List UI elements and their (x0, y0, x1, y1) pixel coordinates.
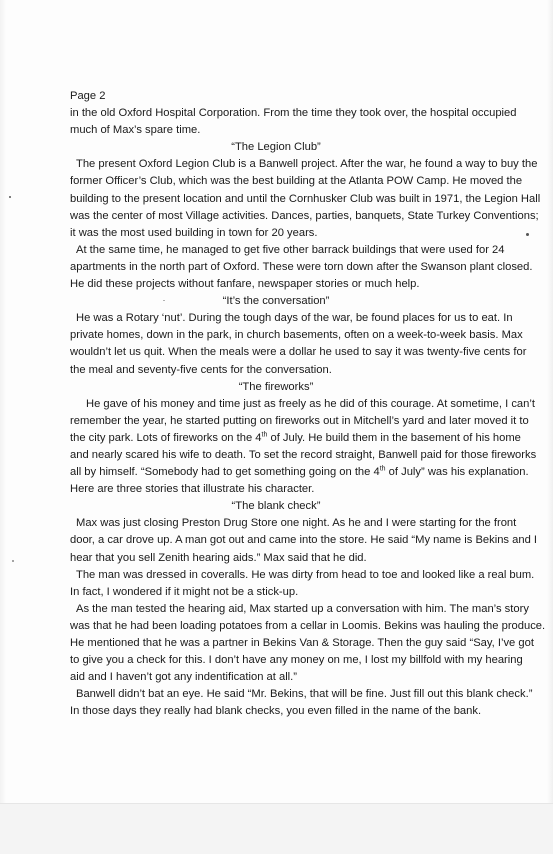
text-line (70, 464, 552, 481)
text-segment: the city park. Lots of fireworks on the 4 (70, 431, 262, 444)
text-line: was the center of most Village activities. Dances, parties, banquets, State Turkey Conventions; (70, 209, 539, 222)
text-line: to give you a check for this. I don’t have any money on me, I lost my billfold with my hearing (70, 654, 523, 667)
ordinal-superscript: th (379, 465, 386, 473)
section-heading: “The blank check” (231, 500, 321, 513)
section-heading: “It’s the conversation” (222, 295, 330, 308)
text-line: Here are three stories that illustrate his character. (70, 483, 315, 496)
text-line: In those days they really had blank checks, you even filled in the name of the bank. (70, 705, 482, 718)
document-body (70, 88, 552, 720)
text-line: At the same time, he managed to get five other barrack buildings that were used for 24 (76, 243, 505, 256)
scan-speck (9, 196, 11, 198)
text-line: was that he had been loading potatoes from a cellar in Loomis. Bekins was hauling the produce. (70, 619, 546, 632)
text-line: He was a Rotary ‘nut’. During the tough days of the war, be found places for us to eat. In (76, 312, 513, 325)
text-segment: all by himself. “Somebody had to get something going on the 4 (70, 466, 380, 479)
text-line: As the man tested the hearing aid, Max started up a conversation with him. The man’s story (76, 602, 529, 615)
section-heading: “The Legion Club” (231, 141, 321, 154)
text-line: The present Oxford Legion Club is a Banwell project. After the war, he found a way to buy the (76, 158, 538, 171)
text-segment: of July” was his explanation. (385, 466, 529, 479)
scan-bottom-edge (0, 803, 553, 854)
text-line: Max was just closing Preston Drug Store one night. As he and I were starting for the front (76, 517, 517, 530)
text-line: wouldn’t let us quit. When the meals were a dollar he used to say it was twenty-five cents for (70, 346, 527, 359)
ordinal-superscript: th (261, 431, 268, 439)
text-line: remember the year, he started putting on fireworks out in Mitchell’s yard and later moved it to (70, 414, 529, 427)
text-line: and nearly scared his wife to death. To set the record straight, Banwell paid for those fireworks (70, 448, 537, 461)
text-line: door, a car drove up. A man got out and came into the store. He said “My name is Bekins and I (70, 534, 538, 547)
scan-speck (12, 560, 14, 562)
text-line: aid and I haven’t got any indentification at all.” (70, 671, 298, 684)
text-line: apartments in the north part of Oxford. These were torn down after the Swanson plant closed. (70, 260, 533, 273)
text-line (70, 430, 552, 447)
text-lines (70, 105, 552, 720)
text-line: In fact, I wondered if it might not be a stick-up. (70, 585, 299, 598)
text-line: hear that you sell Zenith hearing aids.” Max said that he did. (70, 551, 367, 564)
text-segment: of July. He build them in the basement of his home (267, 431, 521, 444)
text-line: building to the present location and until the Cornhusker Club was built in 1971, the Legion Hall (70, 192, 541, 205)
text-line: it was the most used building in town for 20 years. (70, 226, 318, 239)
text-line: the meal and seventy-five cents for the conversation. (70, 363, 332, 376)
text-line: former Officer’s Club, which was the best building at the Atlanta POW Camp. He moved the (70, 175, 523, 188)
section-heading: “The fireworks” (238, 380, 314, 393)
text-line: He mentioned that he was a partner in Bekins Van & Storage. Then the guy said “Say, I’ve got (70, 637, 534, 649)
text-line: He did these projects without fanfare, newspaper stories or much help. (70, 278, 420, 291)
text-line: The man was dressed in coveralls. He was dirty from head to toe and looked like a real bum. (76, 568, 535, 581)
text-line: private homes, down in the park, in church basements, often on a week-to-week basis. Max (70, 329, 523, 342)
text-line: in the old Oxford Hospital Corporation. From the time they took over, the hospital occupied (70, 107, 517, 120)
text-line: much of Max’s spare time. (70, 124, 201, 137)
page-label: Page 2 (70, 90, 106, 102)
text-line: Banwell didn’t bat an eye. He said “Mr. Bekins, that will be fine. Just fill out this blank check.” (76, 688, 533, 701)
text-line: He gave of his money and time just as freely as he did of this courage. At sometime, I can’t (86, 397, 535, 410)
